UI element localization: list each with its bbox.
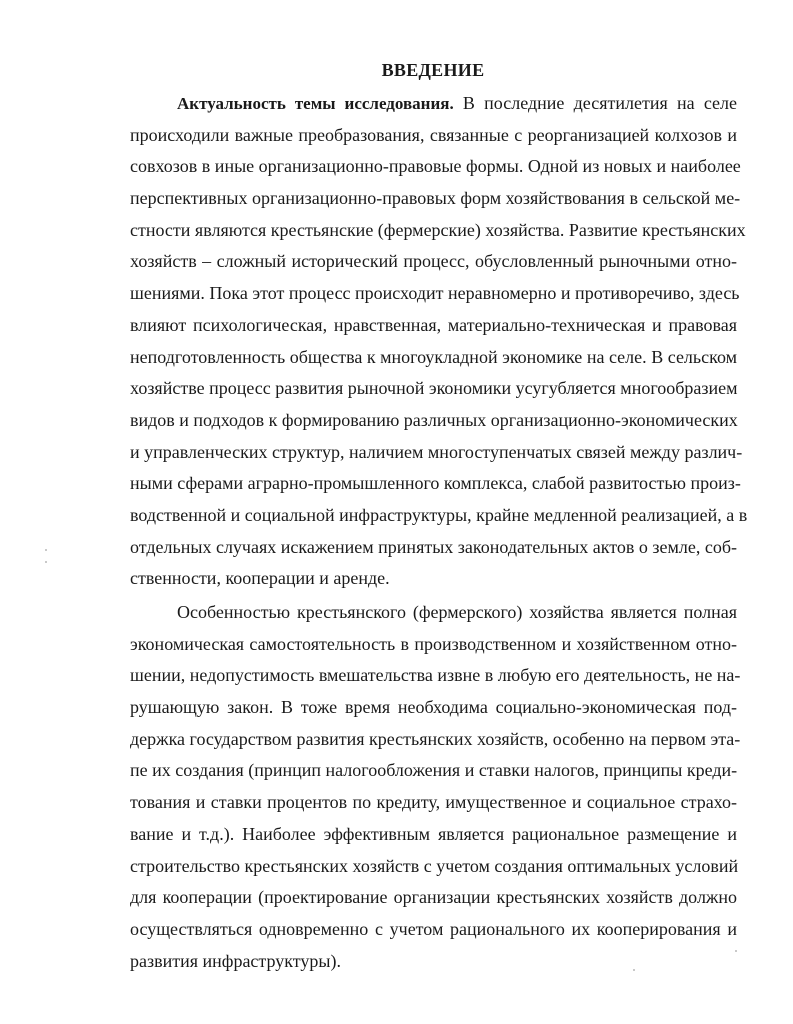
text-line: отдельных случаях искажением принятых законодательных актов о земле, соб- — [130, 536, 738, 557]
text-line: неподготовленность общества к многоукладной экономике на селе. В сельском — [130, 346, 737, 367]
text-line: ственности, кооперации и аренде. — [130, 568, 390, 589]
text-line: строительство крестьянских хозяйств с учетом создания оптимальных условий — [130, 855, 739, 876]
page-title: ВВЕДЕНИЕ — [381, 60, 485, 80]
scan-speck — [45, 549, 47, 551]
paragraph-1-first-line — [130, 88, 737, 120]
scan-speck — [735, 950, 737, 952]
text-line: вание и т.д.). Наиболее эффективным является рациональное размещение и — [130, 823, 737, 844]
text-line: ными сферами аграрно-промышленного комплекса, слабой развитостью произ- — [130, 473, 741, 494]
body-text — [130, 88, 748, 977]
text-line: тования и ставки процентов по кредиту, имущественное и социальное страхо- — [130, 792, 737, 813]
text-line: шении, недопустимость вмешательства извне в любую его деятельность, не на- — [130, 665, 741, 686]
text-line: Особенностью крестьянского (фермерского) хозяйства является полная — [177, 602, 737, 622]
scan-speck — [45, 561, 47, 563]
text-line: для кооперации (проектирование организации крестьянских хозяйств должно — [130, 887, 737, 908]
text-line: держка государством развития крестьянских хозяйств, особенно на первом эта- — [130, 728, 741, 749]
scan-speck — [633, 969, 635, 971]
text-line: водственной и социальной инфраструктуры, крайне медленной реализацией, а в — [130, 504, 748, 525]
paragraph-1-first-line-text: В последние десятилетия на селе — [453, 93, 737, 113]
text-line: совхозов в иные организационно-правовые формы. Одной из новых и наиболее — [130, 156, 741, 177]
text-line: хозяйств – сложный исторический процесс, обусловленный рыночными отно- — [130, 251, 737, 272]
text-line: происходили важные преобразования, связанные с реорганизацией колхозов и — [130, 124, 737, 145]
text-line: стности являются крестьянские (фермерские) хозяйства. Развитие крестьянских — [130, 219, 746, 240]
paragraph-lead: Актуальность темы исследования. — [177, 94, 454, 113]
text-line: перспективных организационно-правовых форм хозяйствования в сельской ме- — [130, 188, 741, 209]
text-line: видов и подходов к формированию различных организационно-экономических — [130, 409, 738, 430]
text-line: шениями. Пока этот процесс происходит неравномерно и противоречиво, здесь — [130, 283, 740, 304]
text-line: хозяйстве процесс развития рыночной экономики усугубляется многообразием — [130, 378, 738, 399]
text-line: пе их создания (принцип налогообложения и ставки налогов, принципы креди- — [130, 760, 738, 781]
text-line: осуществляться одновременно с учетом рационального их кооперирования и — [130, 918, 737, 939]
text-line: влияют психологическая, нравственная, материально-техническая и правовая — [130, 314, 737, 335]
text-line: экономическая самостоятельность в производственном и хозяйственном отно- — [130, 633, 737, 654]
text-line: развития инфраструктуры). — [130, 950, 341, 971]
text-line: и управленческих структур, наличием многоступенчатых связей между различ- — [130, 441, 743, 462]
text-line: рушающую закон. В тоже время необходима социально-экономическая под- — [130, 697, 737, 718]
